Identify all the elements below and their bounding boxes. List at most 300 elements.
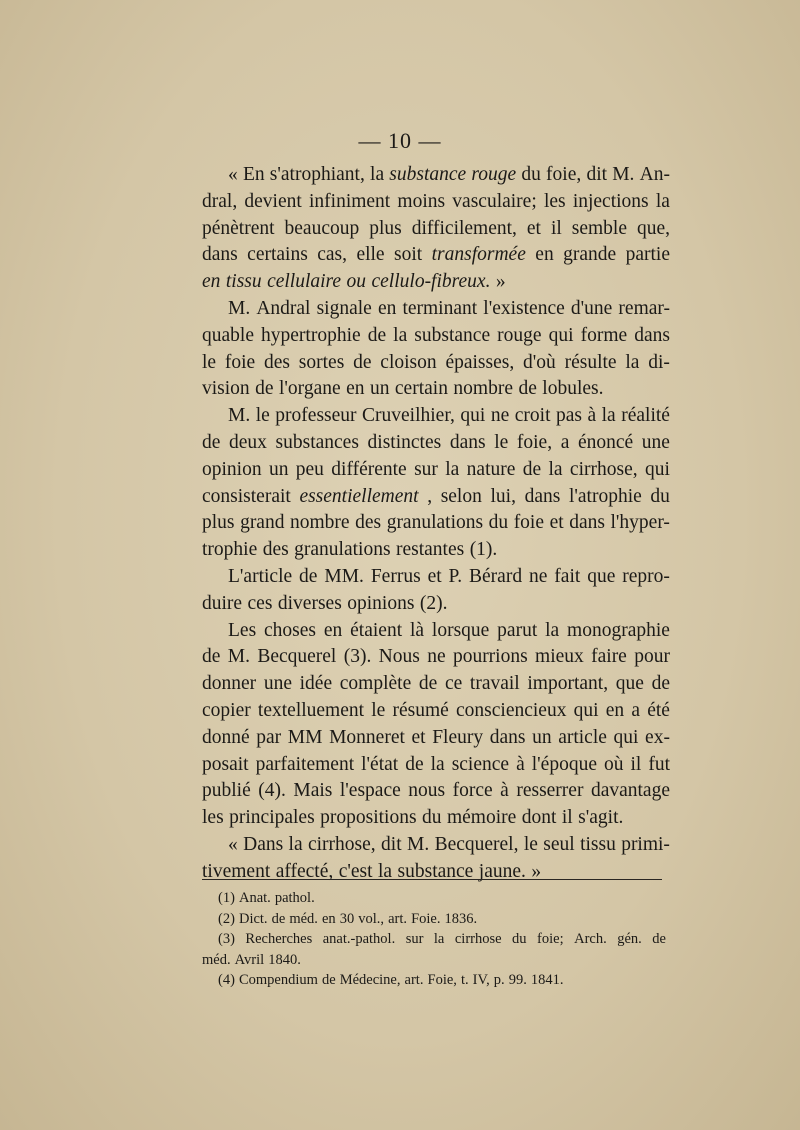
word: dans (569, 512, 605, 534)
word: 99. (508, 972, 527, 988)
word: ou (346, 271, 367, 293)
word: pénètrent (202, 217, 275, 239)
word: de (367, 324, 387, 346)
word: un (268, 458, 289, 480)
word: la (370, 164, 385, 185)
word: « (228, 164, 238, 185)
word: quable (202, 324, 254, 346)
word: en (377, 297, 397, 319)
word: parut (497, 619, 538, 641)
word: les (202, 807, 224, 829)
word: (3) (218, 931, 235, 947)
word: Monneret (329, 726, 405, 748)
word: que, (636, 217, 670, 239)
word: trophie (202, 539, 258, 561)
word: science (451, 753, 510, 775)
word: foie; (537, 931, 564, 947)
word: M. (227, 646, 250, 668)
word: consciencieux (456, 699, 567, 721)
text-line (202, 189, 670, 216)
word: dit (586, 164, 608, 185)
word: et (411, 726, 426, 748)
word: hypertrophie (261, 324, 361, 346)
word: tissu (580, 833, 616, 855)
word: donner (202, 673, 257, 695)
word: Mais (293, 780, 333, 802)
footnote-line (202, 950, 666, 971)
word: de (321, 972, 336, 988)
word: fait (554, 565, 581, 587)
word: (1) (218, 890, 235, 906)
word: l'espace (339, 780, 401, 802)
text-line (202, 859, 670, 886)
word: cirrhose (454, 931, 502, 947)
word: copier (202, 699, 251, 721)
word: dans (489, 726, 526, 748)
word: Cruveilhier, (362, 405, 455, 427)
word: la (601, 405, 616, 427)
word: lobules. (542, 378, 604, 400)
word: travail (469, 673, 520, 695)
word: en (202, 271, 221, 293)
word: repro- (622, 565, 670, 587)
word: 30 (339, 910, 355, 927)
word: donné (202, 726, 250, 748)
word: de (202, 646, 221, 668)
word: l'état (361, 753, 399, 775)
word: Anat. (238, 890, 271, 906)
word: Arch. (574, 931, 607, 947)
text-line (202, 618, 670, 645)
word: Bérard (469, 565, 523, 587)
word: Fleury (432, 726, 484, 748)
word: grande (563, 244, 617, 266)
word: de (652, 931, 666, 947)
word: M. (228, 405, 251, 427)
word: ne (427, 646, 446, 668)
word: dans (202, 244, 238, 266)
word: dans (449, 431, 486, 453)
word: , (427, 485, 433, 507)
text-line (202, 752, 670, 779)
text-line (202, 162, 670, 189)
word: mémoire (446, 807, 517, 829)
word: (2). (419, 592, 448, 614)
text-line (202, 323, 670, 350)
word: la (445, 458, 460, 480)
text-line (202, 457, 670, 484)
word: la (433, 931, 445, 947)
word: l'hyper- (610, 512, 670, 534)
text-line (202, 296, 670, 323)
word: l'atrophie (568, 485, 642, 507)
word: 1841. (530, 972, 564, 988)
word: An- (639, 164, 670, 185)
word: résumé (392, 699, 449, 721)
word: Dans (243, 833, 284, 855)
word: réalité (621, 405, 670, 427)
word: résulte (564, 351, 617, 373)
word: vision (202, 378, 250, 400)
word: dont (521, 807, 557, 829)
word: substance (389, 164, 467, 185)
word: art. (404, 972, 424, 988)
word: à (500, 780, 509, 802)
word: consisterait (202, 485, 291, 507)
word: rouge (497, 324, 542, 346)
word: article (558, 726, 607, 748)
body-text (202, 162, 670, 886)
word: restantes (396, 539, 465, 561)
word: une (641, 431, 670, 453)
word: nombre (453, 378, 513, 400)
text-line (202, 216, 670, 243)
word: forme (580, 324, 628, 346)
word: textelluement (257, 699, 365, 721)
word: de (202, 431, 221, 453)
word: dral, (202, 190, 238, 212)
word: ne (528, 565, 548, 587)
word: Compendium (238, 972, 318, 988)
word: croit (514, 405, 551, 427)
word: de (255, 378, 274, 400)
word: affecté, (275, 860, 334, 882)
word: Les (228, 619, 257, 641)
text-line (202, 350, 670, 377)
word: cloison (380, 351, 437, 373)
word: devient (244, 190, 302, 212)
word: semble (571, 217, 627, 239)
word: été (647, 699, 670, 721)
word: du (422, 807, 442, 829)
footnote-line (202, 929, 666, 950)
word: du (488, 512, 509, 534)
word: sur (414, 458, 438, 480)
word: seul (543, 833, 575, 855)
word: méd. (289, 910, 318, 927)
word: qui (460, 405, 486, 427)
word: » (531, 860, 542, 882)
word: professeur (275, 405, 357, 427)
word: « (228, 833, 238, 855)
word: primi- (621, 833, 670, 855)
word: le (371, 699, 386, 721)
word: jaune. (478, 860, 526, 882)
footnote-line (202, 909, 666, 930)
word: lorsque (431, 619, 490, 641)
word: complète (339, 673, 412, 695)
word: t. (460, 972, 469, 988)
word: IV, (472, 972, 490, 988)
word: Foie, (427, 972, 457, 988)
word: d'où (523, 351, 556, 373)
word: de (651, 673, 670, 695)
word: important, (527, 673, 609, 695)
word: pour (634, 646, 670, 668)
word: des (262, 539, 289, 561)
word: substances (275, 431, 359, 453)
word: certain (394, 378, 448, 400)
word: Dict. (238, 910, 268, 927)
word: et (427, 565, 442, 587)
word: qui (548, 324, 574, 346)
word: nature (466, 458, 516, 480)
word: deux (229, 431, 267, 453)
word: le (255, 405, 270, 427)
word: qui (573, 699, 599, 721)
word: p. (493, 972, 505, 988)
word: ex- (645, 726, 670, 748)
word: davantage (590, 780, 670, 802)
word: lui, (490, 485, 516, 507)
text-line (202, 537, 670, 564)
word: en (346, 378, 365, 400)
text-line (202, 591, 670, 618)
word: pathol. (274, 890, 315, 906)
word: où (603, 753, 624, 775)
word: du (512, 931, 527, 947)
word: il (630, 753, 642, 775)
page-number: — 10 — (358, 128, 442, 153)
text-line (202, 778, 670, 805)
word: l'existence (483, 297, 565, 319)
word: plus (202, 512, 235, 534)
word: et (549, 512, 564, 534)
text-line (202, 671, 670, 698)
word: beaucoup (284, 217, 360, 239)
word: le (523, 833, 538, 855)
word: les (543, 190, 566, 212)
word: en (321, 910, 336, 927)
text-line (202, 430, 670, 457)
word: par (256, 726, 282, 748)
word: 1840. (268, 951, 301, 968)
word: MM (287, 726, 323, 748)
word: nous (408, 780, 446, 802)
word: mieux (535, 646, 584, 668)
text-line (202, 644, 670, 671)
word: vasculaire; (452, 190, 537, 212)
word: c'est (338, 860, 373, 882)
word: choses (264, 619, 317, 641)
word: sortes (298, 351, 345, 373)
word: de (271, 910, 286, 927)
word: que (587, 565, 616, 587)
word: tissu (225, 271, 262, 293)
word: il (561, 807, 573, 829)
word: l'organe (279, 378, 341, 400)
word: pas (555, 405, 582, 427)
word: qui (613, 726, 639, 748)
word: moins (397, 190, 446, 212)
word: cellulo-fibreux. (371, 271, 491, 293)
word: (3). (343, 646, 372, 668)
footnote-rule (202, 879, 662, 880)
word: difficilement, (411, 217, 517, 239)
word: des (264, 351, 290, 373)
word: elle (356, 244, 385, 266)
word: foie, (516, 431, 553, 453)
word: cellulaire (267, 271, 342, 293)
word: ne (490, 405, 510, 427)
word: terminant (402, 297, 478, 319)
word: (1). (469, 539, 498, 561)
word: l'époque (531, 753, 597, 775)
word: s'atrophiant, (269, 164, 365, 185)
word: injections (572, 190, 649, 212)
word: cirrhose, (569, 458, 638, 480)
word: Nous (378, 646, 420, 668)
word: plus (369, 217, 402, 239)
word: distinctes (367, 431, 442, 453)
word: Becquerel (257, 646, 337, 668)
word: infiniment (308, 190, 391, 212)
word: fut (648, 753, 670, 775)
word: M. (406, 833, 430, 855)
word: du (521, 164, 541, 185)
footnote-line (202, 888, 666, 909)
word: propositions (320, 807, 417, 829)
text-line (202, 832, 670, 859)
word: énoncé (577, 431, 634, 453)
word: dit (381, 833, 402, 855)
word: cas, (317, 244, 348, 266)
word: la (545, 619, 560, 641)
word: foie (224, 351, 256, 373)
word: selon (440, 485, 482, 507)
word: il (550, 217, 562, 239)
word: a (631, 699, 641, 721)
word: là (409, 619, 425, 641)
word: MM. (324, 565, 364, 587)
word: soit (394, 244, 423, 266)
word: vol., (358, 910, 385, 927)
word: M. (228, 297, 251, 319)
word: en (323, 619, 343, 641)
word: art. (388, 910, 408, 927)
word: de (353, 351, 372, 373)
text-line (202, 805, 670, 832)
word: du (650, 485, 670, 507)
word: gén. (617, 931, 642, 947)
word: diverses (277, 592, 342, 614)
word: la (430, 753, 445, 775)
word: de (405, 753, 424, 775)
word: (4). (258, 780, 286, 802)
word: à (516, 753, 525, 775)
word: grand (240, 512, 285, 534)
word: sur (405, 931, 424, 947)
text-line (202, 510, 670, 537)
word: la (288, 833, 303, 855)
word: que (615, 673, 644, 695)
word: la (378, 860, 393, 882)
word: L'article (228, 565, 293, 587)
text-line (202, 269, 670, 296)
word: d'une (570, 297, 613, 319)
word: anat.-pathol. (322, 931, 396, 947)
word: étaient (350, 619, 403, 641)
text-line (202, 403, 670, 430)
word: P. (448, 565, 463, 587)
word: posait (202, 753, 249, 775)
word: opinions (347, 592, 415, 614)
text-line (202, 242, 670, 269)
word: Becquerel, (434, 833, 519, 855)
word: faire (591, 646, 627, 668)
word: cirrhose, (307, 833, 376, 855)
word: idée (299, 673, 333, 695)
word: (4) (218, 972, 235, 988)
word: Recherches (245, 931, 313, 947)
word: a (560, 431, 570, 453)
word: et (526, 217, 541, 239)
word: la (393, 324, 408, 346)
word: di- (648, 351, 670, 373)
text-line (202, 564, 670, 591)
word: monographie (567, 619, 670, 641)
word: opinion (202, 458, 262, 480)
word: granulations (294, 539, 391, 561)
word: publié (202, 780, 251, 802)
word: la (548, 458, 563, 480)
word: » (495, 271, 506, 293)
word: resserrer (516, 780, 584, 802)
word: transformée (431, 244, 526, 266)
word: granulations (386, 512, 484, 534)
text-line (202, 484, 670, 511)
word: ce (444, 673, 463, 695)
word: de (518, 378, 537, 400)
word: Andral (256, 297, 311, 319)
word: nombre (290, 512, 350, 534)
word: M. (612, 164, 635, 185)
word: foie, (546, 164, 582, 185)
word: à (587, 405, 597, 427)
word: (2) (218, 910, 235, 927)
word: des (355, 512, 382, 534)
word: foie (513, 512, 545, 534)
word: En (242, 164, 265, 185)
word: différente (331, 458, 407, 480)
word: s'agit. (578, 807, 624, 829)
word: substance (397, 860, 474, 882)
word: essentiellement (299, 485, 419, 507)
word: en (605, 699, 625, 721)
word: la (625, 351, 640, 373)
word: de (299, 565, 318, 587)
word: épaisses, (445, 351, 515, 373)
text-line (202, 376, 670, 403)
word: Avril (234, 951, 265, 968)
word: ces (247, 592, 273, 614)
word: Foie. (411, 910, 441, 927)
word: Médecine, (339, 972, 401, 988)
word: pourrions (452, 646, 528, 668)
word: tivement (202, 860, 271, 882)
word: qui (644, 458, 670, 480)
word: de (418, 673, 438, 695)
word: le (494, 431, 509, 453)
word: force (452, 780, 493, 802)
word: parfaitement (255, 753, 355, 775)
word: une (263, 673, 292, 695)
word: remar- (618, 297, 670, 319)
footnote-line (202, 970, 666, 991)
word: en (535, 244, 554, 266)
word: peu (295, 458, 324, 480)
word: méd. (202, 951, 231, 968)
